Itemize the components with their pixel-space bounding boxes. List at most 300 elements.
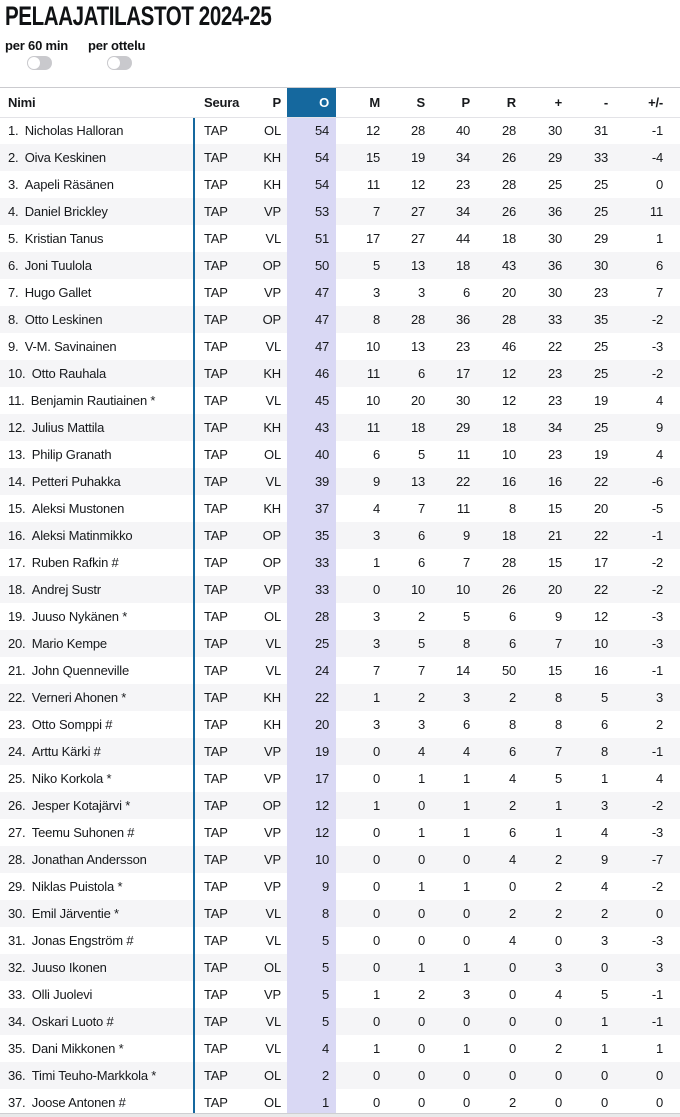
cell-pm: 3 bbox=[655, 690, 663, 705]
cell-name: 1. Nicholas Halloran bbox=[8, 123, 124, 139]
player-row bbox=[0, 468, 680, 495]
cell-r: 0 bbox=[508, 960, 516, 975]
cell-s: 0 bbox=[417, 852, 425, 867]
cell-m: 1 bbox=[372, 1041, 380, 1056]
cell-r: 10 bbox=[501, 447, 516, 462]
cell-r: 26 bbox=[501, 582, 516, 597]
cell-pm: -2 bbox=[651, 582, 663, 597]
cell-s: 18 bbox=[410, 420, 425, 435]
stats-table-container bbox=[0, 87, 680, 1117]
cell-m: 9 bbox=[372, 474, 380, 489]
table-body bbox=[0, 117, 680, 1116]
cell-s: 3 bbox=[417, 285, 425, 300]
cell-p2: 1 bbox=[462, 960, 470, 975]
cell-minus: 23 bbox=[593, 285, 608, 300]
cell-m: 0 bbox=[372, 906, 380, 921]
cell-minus: 10 bbox=[593, 636, 608, 651]
player-row bbox=[0, 549, 680, 576]
player-row bbox=[0, 738, 680, 765]
cell-pm: -3 bbox=[651, 933, 663, 948]
cell-seura: TAP bbox=[204, 447, 228, 462]
cell-plus: 23 bbox=[547, 447, 562, 462]
cell-m: 0 bbox=[372, 960, 380, 975]
cell-seura: TAP bbox=[204, 663, 228, 678]
cell-pos: KH bbox=[263, 501, 281, 516]
cell-pm: 0 bbox=[655, 1095, 663, 1110]
cell-p2: 8 bbox=[462, 636, 470, 651]
cell-pm: -2 bbox=[651, 555, 663, 570]
cell-minus: 31 bbox=[593, 123, 608, 139]
cell-minus: 17 bbox=[593, 555, 608, 570]
player-row bbox=[0, 144, 680, 171]
cell-plus: 2 bbox=[554, 906, 562, 921]
cell-seura: TAP bbox=[204, 501, 228, 516]
cell-o: 20 bbox=[287, 711, 336, 738]
cell-s: 1 bbox=[417, 879, 425, 894]
cell-p2: 17 bbox=[455, 366, 470, 381]
cell-m: 4 bbox=[372, 501, 380, 516]
cell-name: 27. Teemu Suhonen # bbox=[8, 825, 135, 840]
cell-plus: 2 bbox=[554, 879, 562, 894]
player-row bbox=[0, 171, 680, 198]
cell-s: 2 bbox=[417, 987, 425, 1002]
cell-p2: 11 bbox=[456, 447, 470, 462]
cell-pos: VP bbox=[264, 285, 281, 300]
cell-p2: 30 bbox=[455, 393, 470, 408]
cell-p2: 7 bbox=[462, 555, 470, 570]
cell-pos: OL bbox=[264, 1095, 281, 1110]
cell-pm: 4 bbox=[655, 447, 663, 462]
cell-r: 12 bbox=[501, 393, 516, 408]
cell-pm: -1 bbox=[651, 1014, 663, 1029]
cell-plus: 33 bbox=[547, 312, 562, 327]
cell-pm: 4 bbox=[655, 393, 663, 408]
cell-minus: 3 bbox=[600, 798, 608, 813]
cell-r: 8 bbox=[508, 501, 516, 516]
cell-r: 46 bbox=[501, 339, 516, 354]
cell-seura: TAP bbox=[204, 933, 228, 948]
cell-m: 8 bbox=[372, 312, 380, 327]
cell-p2: 6 bbox=[462, 717, 470, 732]
cell-seura: TAP bbox=[204, 1095, 228, 1110]
cell-m: 3 bbox=[372, 285, 380, 300]
cell-p2: 1 bbox=[462, 1041, 470, 1056]
cell-plus: 23 bbox=[547, 366, 562, 381]
cell-r: 2 bbox=[508, 1095, 516, 1110]
cell-minus: 29 bbox=[593, 231, 608, 246]
cell-seura: TAP bbox=[204, 474, 228, 489]
cell-s: 0 bbox=[417, 933, 425, 948]
cell-p2: 29 bbox=[455, 420, 470, 435]
cell-pm: 4 bbox=[655, 771, 663, 786]
cell-pos: KH bbox=[263, 420, 281, 435]
cell-m: 0 bbox=[372, 825, 380, 840]
cell-name: 10. Otto Rauhala bbox=[8, 366, 106, 381]
cell-pm: -6 bbox=[651, 474, 663, 489]
per-ottelu-toggle[interactable] bbox=[107, 56, 132, 70]
cell-r: 2 bbox=[508, 798, 516, 813]
cell-minus: 19 bbox=[593, 393, 608, 408]
cell-minus: 30 bbox=[593, 258, 608, 273]
cell-pos: VP bbox=[264, 825, 281, 840]
cell-plus: 16 bbox=[547, 474, 562, 489]
cell-seura: TAP bbox=[204, 636, 228, 651]
cell-name: 14. Petteri Puhakka bbox=[8, 474, 121, 489]
cell-pm: -3 bbox=[651, 609, 663, 624]
cell-name: 21. John Quenneville bbox=[8, 663, 130, 678]
cell-p2: 4 bbox=[462, 744, 470, 759]
cell-r: 16 bbox=[501, 474, 516, 489]
cell-plus: 4 bbox=[554, 987, 562, 1002]
cell-r: 28 bbox=[501, 123, 516, 139]
cell-name: 15. Aleksi Mustonen bbox=[8, 501, 125, 516]
column-header-pm[interactable]: +/- bbox=[608, 88, 680, 117]
cell-p2: 3 bbox=[462, 690, 470, 705]
cell-seura: TAP bbox=[204, 231, 228, 246]
column-header-m[interactable]: M bbox=[336, 88, 380, 117]
cell-minus: 25 bbox=[593, 420, 608, 435]
cell-seura: TAP bbox=[204, 555, 228, 570]
cell-pm: -2 bbox=[651, 879, 663, 894]
cell-minus: 1 bbox=[600, 771, 608, 786]
cell-minus: 2 bbox=[600, 906, 608, 921]
cell-s: 6 bbox=[417, 555, 425, 570]
cell-seura: TAP bbox=[204, 393, 228, 408]
cell-o: 47 bbox=[287, 333, 336, 360]
player-row bbox=[0, 333, 680, 360]
cell-o: 40 bbox=[287, 441, 336, 468]
column-header-minus[interactable]: - bbox=[562, 88, 608, 117]
column-header-name[interactable]: Nimi bbox=[0, 88, 193, 117]
cell-minus: 4 bbox=[600, 825, 608, 840]
cell-o: 17 bbox=[287, 765, 336, 792]
cell-m: 11 bbox=[366, 177, 380, 192]
cell-s: 0 bbox=[417, 798, 425, 813]
cell-p2: 0 bbox=[462, 1068, 470, 1083]
cell-r: 6 bbox=[508, 636, 516, 651]
cell-seura: TAP bbox=[204, 798, 228, 813]
cell-minus: 5 bbox=[600, 987, 608, 1002]
player-row bbox=[0, 765, 680, 792]
cell-p2: 0 bbox=[462, 1095, 470, 1110]
cell-m: 1 bbox=[372, 798, 380, 813]
cell-name: 29. Niklas Puistola * bbox=[8, 879, 123, 894]
cell-r: 0 bbox=[508, 1041, 516, 1056]
per-60-min-toggle[interactable] bbox=[27, 56, 52, 70]
cell-minus: 20 bbox=[593, 501, 608, 516]
player-row bbox=[0, 900, 680, 927]
cell-r: 26 bbox=[501, 150, 516, 165]
cell-r: 2 bbox=[508, 690, 516, 705]
cell-plus: 7 bbox=[554, 744, 562, 759]
cell-m: 1 bbox=[372, 987, 380, 1002]
cell-name: 6. Joni Tuulola bbox=[8, 258, 92, 273]
cell-name: 36. Timi Teuho-Markkola * bbox=[8, 1068, 157, 1083]
cell-seura: TAP bbox=[204, 717, 228, 732]
player-row bbox=[0, 360, 680, 387]
cell-seura: TAP bbox=[204, 771, 228, 786]
page-title: PELAAJATILASTOT 2024-25 bbox=[5, 1, 272, 31]
cell-r: 0 bbox=[508, 1014, 516, 1029]
cell-s: 27 bbox=[410, 231, 425, 246]
cell-minus: 1 bbox=[600, 1041, 608, 1056]
cell-name: 32. Juuso Ikonen bbox=[8, 960, 107, 975]
column-header-plus[interactable]: + bbox=[516, 88, 562, 117]
player-row bbox=[0, 1035, 680, 1062]
cell-seura: TAP bbox=[204, 744, 228, 759]
cell-p2: 1 bbox=[462, 771, 470, 786]
cell-pos: OL bbox=[264, 609, 281, 624]
cell-name: 11. Benjamin Rautiainen * bbox=[8, 393, 156, 408]
cell-s: 4 bbox=[417, 744, 425, 759]
player-row bbox=[0, 1062, 680, 1089]
cell-o: 5 bbox=[287, 927, 336, 954]
cell-minus: 4 bbox=[600, 879, 608, 894]
cell-s: 5 bbox=[417, 636, 425, 651]
cell-o: 43 bbox=[287, 414, 336, 441]
cell-o: 54 bbox=[287, 144, 336, 171]
cell-r: 12 bbox=[501, 366, 516, 381]
cell-plus: 8 bbox=[554, 717, 562, 732]
cell-seura: TAP bbox=[204, 960, 228, 975]
cell-plus: 23 bbox=[547, 393, 562, 408]
cell-plus: 1 bbox=[554, 798, 562, 813]
cell-seura: TAP bbox=[204, 528, 228, 543]
cell-plus: 15 bbox=[547, 501, 562, 516]
cell-plus: 15 bbox=[547, 663, 562, 678]
cell-seura: TAP bbox=[204, 285, 228, 300]
cell-pm: -5 bbox=[651, 501, 663, 516]
cell-pos: VP bbox=[264, 771, 281, 786]
cell-m: 1 bbox=[372, 555, 380, 570]
player-row bbox=[0, 603, 680, 630]
cell-pos: OP bbox=[262, 798, 281, 813]
cell-m: 0 bbox=[372, 771, 380, 786]
cell-pm: 1 bbox=[655, 231, 663, 246]
cell-p2: 5 bbox=[462, 609, 470, 624]
cell-s: 5 bbox=[417, 447, 425, 462]
cell-m: 3 bbox=[372, 717, 380, 732]
cell-name: 19. Juuso Nykänen * bbox=[8, 609, 128, 624]
cell-seura: TAP bbox=[204, 582, 228, 597]
cell-pm: 9 bbox=[655, 420, 663, 435]
cell-o: 50 bbox=[287, 252, 336, 279]
cell-pos: VP bbox=[264, 879, 281, 894]
cell-plus: 0 bbox=[554, 1068, 562, 1083]
cell-name: 4. Daniel Brickley bbox=[8, 204, 108, 219]
cell-pos: VP bbox=[264, 582, 281, 597]
cell-plus: 0 bbox=[554, 933, 562, 948]
column-header-o[interactable]: O bbox=[287, 88, 336, 117]
cell-m: 11 bbox=[366, 366, 380, 381]
cell-minus: 25 bbox=[593, 339, 608, 354]
cell-o: 39 bbox=[287, 468, 336, 495]
cell-pm: 6 bbox=[655, 258, 663, 273]
cell-o: 5 bbox=[287, 981, 336, 1008]
cell-r: 6 bbox=[508, 825, 516, 840]
column-header-s[interactable]: S bbox=[380, 88, 425, 117]
player-row bbox=[0, 387, 680, 414]
player-row bbox=[0, 306, 680, 333]
cell-r: 28 bbox=[501, 177, 516, 192]
cell-o: 5 bbox=[287, 954, 336, 981]
cell-pm: 0 bbox=[655, 906, 663, 921]
cell-name: 16. Aleksi Matinmikko bbox=[8, 528, 133, 543]
cell-p2: 6 bbox=[462, 285, 470, 300]
cell-name: 34. Oskari Luoto # bbox=[8, 1014, 114, 1029]
cell-pm: 7 bbox=[655, 285, 663, 300]
cell-m: 6 bbox=[372, 447, 380, 462]
cell-name: 24. Arttu Kärki # bbox=[8, 744, 101, 759]
cell-pos: KH bbox=[263, 717, 281, 732]
cell-m: 10 bbox=[365, 393, 380, 408]
cell-pos: VL bbox=[265, 1014, 281, 1029]
cell-name: 5. Kristian Tanus bbox=[8, 231, 104, 246]
cell-pos: VL bbox=[265, 339, 281, 354]
cell-r: 8 bbox=[508, 717, 516, 732]
cell-name: 18. Andrej Sustr bbox=[8, 582, 101, 597]
cell-o: 10 bbox=[287, 846, 336, 873]
cell-pm: -1 bbox=[651, 744, 663, 759]
cell-s: 6 bbox=[417, 366, 425, 381]
cell-o: 28 bbox=[287, 603, 336, 630]
cell-p2: 44 bbox=[455, 231, 470, 246]
cell-seura: TAP bbox=[204, 987, 228, 1002]
cell-name: 20. Mario Kempe bbox=[8, 636, 107, 651]
cell-name: 35. Dani Mikkonen * bbox=[8, 1041, 124, 1056]
cell-minus: 12 bbox=[593, 609, 608, 624]
cell-pm: -1 bbox=[651, 987, 663, 1002]
cell-s: 3 bbox=[417, 717, 425, 732]
cell-pos: OL bbox=[264, 123, 281, 139]
cell-p2: 18 bbox=[455, 258, 470, 273]
per-60-min-label: per 60 min bbox=[5, 38, 69, 53]
player-row bbox=[0, 522, 680, 549]
cell-plus: 34 bbox=[547, 420, 562, 435]
cell-pm: 2 bbox=[655, 717, 663, 732]
column-header-pos[interactable]: P bbox=[240, 88, 287, 117]
cell-m: 3 bbox=[372, 609, 380, 624]
player-row bbox=[0, 981, 680, 1008]
cell-p2: 0 bbox=[462, 1014, 470, 1029]
cell-s: 0 bbox=[417, 1014, 425, 1029]
cell-p2: 23 bbox=[455, 339, 470, 354]
cell-o: 1 bbox=[287, 1089, 336, 1116]
player-row bbox=[0, 1089, 680, 1116]
cell-pos: VL bbox=[265, 636, 281, 651]
cell-r: 43 bbox=[501, 258, 516, 273]
cell-seura: TAP bbox=[204, 420, 228, 435]
column-header-seura[interactable]: Seura bbox=[193, 88, 240, 117]
cell-minus: 16 bbox=[593, 663, 608, 678]
cell-pm: 0 bbox=[655, 1068, 663, 1083]
player-row bbox=[0, 576, 680, 603]
column-header-p2[interactable]: P bbox=[425, 88, 470, 117]
cell-plus: 2 bbox=[554, 1041, 562, 1056]
cell-pm: -2 bbox=[651, 798, 663, 813]
cell-minus: 6 bbox=[600, 717, 608, 732]
cell-plus: 22 bbox=[547, 339, 562, 354]
player-row bbox=[0, 1008, 680, 1035]
cell-m: 10 bbox=[365, 339, 380, 354]
cell-pm: -7 bbox=[651, 852, 663, 867]
cell-plus: 2 bbox=[554, 852, 562, 867]
horizontal-scrollbar[interactable] bbox=[0, 1113, 680, 1117]
cell-m: 0 bbox=[372, 1068, 380, 1083]
cell-m: 0 bbox=[372, 852, 380, 867]
cell-pos: VP bbox=[264, 852, 281, 867]
cell-m: 17 bbox=[365, 231, 380, 246]
cell-plus: 20 bbox=[547, 582, 562, 597]
cell-o: 5 bbox=[287, 1008, 336, 1035]
cell-plus: 29 bbox=[547, 150, 562, 165]
cell-name: 12. Julius Mattila bbox=[8, 420, 105, 435]
cell-pm: -3 bbox=[651, 825, 663, 840]
cell-minus: 33 bbox=[593, 150, 608, 165]
toggle-knob bbox=[108, 57, 120, 69]
cell-plus: 0 bbox=[554, 1095, 562, 1110]
cell-minus: 22 bbox=[593, 528, 608, 543]
player-row bbox=[0, 414, 680, 441]
cell-s: 10 bbox=[410, 582, 425, 597]
cell-name: 23. Otto Somppi # bbox=[8, 717, 113, 732]
cell-m: 1 bbox=[372, 690, 380, 705]
cell-r: 18 bbox=[501, 231, 516, 246]
cell-r: 2 bbox=[508, 906, 516, 921]
cell-p2: 0 bbox=[462, 852, 470, 867]
cell-pos: VL bbox=[265, 933, 281, 948]
cell-pm: -2 bbox=[651, 312, 663, 327]
cell-pm: -2 bbox=[651, 366, 663, 381]
player-row bbox=[0, 684, 680, 711]
cell-r: 28 bbox=[501, 312, 516, 327]
cell-m: 12 bbox=[365, 123, 380, 139]
cell-pos: VP bbox=[264, 204, 281, 219]
column-header-r[interactable]: R bbox=[470, 88, 516, 117]
cell-r: 4 bbox=[508, 771, 516, 786]
cell-s: 7 bbox=[417, 501, 425, 516]
cell-p2: 40 bbox=[455, 123, 470, 139]
cell-r: 0 bbox=[508, 1068, 516, 1083]
cell-plus: 3 bbox=[554, 960, 562, 975]
cell-r: 18 bbox=[501, 528, 516, 543]
cell-m: 7 bbox=[372, 204, 380, 219]
cell-minus: 25 bbox=[593, 177, 608, 192]
cell-pos: OP bbox=[262, 528, 281, 543]
cell-plus: 21 bbox=[547, 528, 562, 543]
cell-pm: 11 bbox=[649, 204, 663, 219]
cell-pm: 0 bbox=[655, 177, 663, 192]
cell-pm: -3 bbox=[651, 339, 663, 354]
cell-minus: 35 bbox=[593, 312, 608, 327]
cell-r: 4 bbox=[508, 933, 516, 948]
player-row bbox=[0, 279, 680, 306]
cell-p2: 0 bbox=[462, 933, 470, 948]
cell-o: 47 bbox=[287, 306, 336, 333]
cell-name: 17. Ruben Rafkin # bbox=[8, 555, 119, 570]
cell-pos: VL bbox=[265, 474, 281, 489]
cell-pos: OL bbox=[264, 1068, 281, 1083]
cell-seura: TAP bbox=[204, 177, 228, 192]
cell-o: 22 bbox=[287, 684, 336, 711]
cell-m: 0 bbox=[372, 879, 380, 894]
cell-seura: TAP bbox=[204, 366, 228, 381]
cell-p2: 1 bbox=[462, 798, 470, 813]
cell-r: 6 bbox=[508, 609, 516, 624]
cell-p2: 36 bbox=[455, 312, 470, 327]
cell-r: 28 bbox=[501, 555, 516, 570]
cell-name: 26. Jesper Kotajärvi * bbox=[8, 798, 131, 813]
